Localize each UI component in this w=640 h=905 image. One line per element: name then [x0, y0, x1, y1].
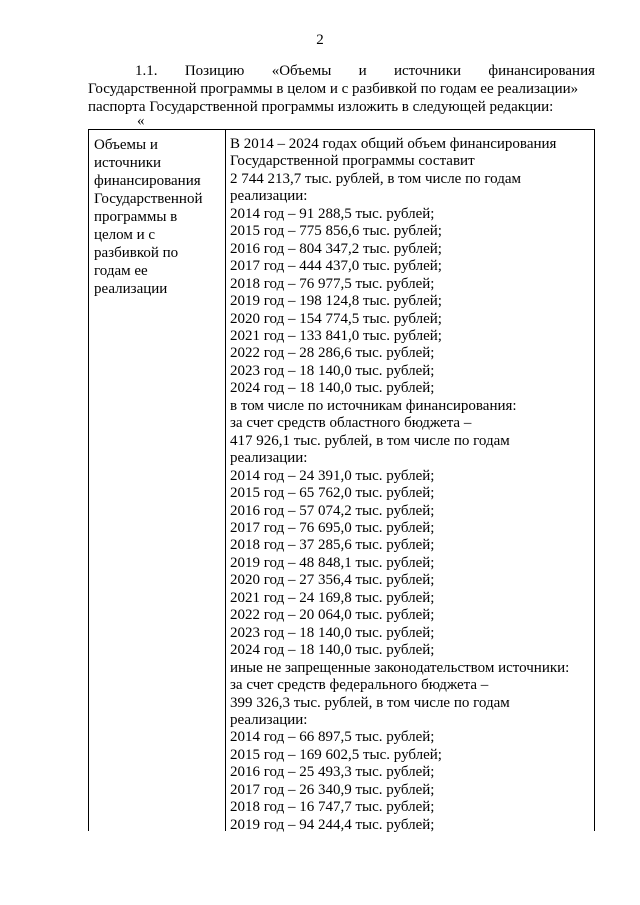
label-line: Объемы и	[94, 137, 158, 153]
value-line: 2018 год – 37 285,6 тыс. рублей;	[230, 537, 435, 554]
value-line: за счет средств федерального бюджета –	[230, 677, 489, 694]
value-line: 2014 год – 91 288,5 тыс. рублей;	[230, 205, 435, 222]
value-line: 2018 год – 76 977,5 тыс. рублей;	[230, 275, 435, 292]
label-line: программы в	[94, 209, 178, 225]
value-line: 2023 год – 18 140,0 тыс. рублей;	[230, 624, 435, 641]
financing-table	[88, 129, 595, 831]
intro-line-1: 1.1. Позицию «Объемы и источники финансирования	[135, 63, 595, 79]
value-line: 2015 год – 775 856,6 тыс. рублей;	[230, 223, 442, 240]
label-line: Государственной	[94, 191, 203, 207]
table-value-cell	[230, 136, 592, 834]
value-line: 2019 год – 94 244,4 тыс. рублей;	[230, 816, 435, 833]
value-line: 2024 год – 18 140,0 тыс. рублей;	[230, 380, 435, 397]
value-line: 2 744 213,7 тыс. рублей, в том числе по годам	[230, 170, 521, 187]
table-label-cell	[94, 136, 222, 298]
value-line: 2014 год – 66 897,5 тыс. рублей;	[230, 729, 435, 746]
value-line: 2019 год – 198 124,8 тыс. рублей;	[230, 293, 442, 310]
value-line: Государственной программы составит	[230, 153, 475, 170]
value-line: в том числе по источникам финансирования:	[230, 397, 517, 414]
value-line: 2014 год – 24 391,0 тыс. рублей;	[230, 467, 435, 484]
value-line: 2021 год – 24 169,8 тыс. рублей;	[230, 589, 435, 606]
label-line: целом и с	[94, 227, 156, 243]
opening-quote: «	[137, 113, 145, 129]
value-line: 2020 год – 154 774,5 тыс. рублей;	[230, 310, 442, 327]
column-divider	[225, 130, 226, 831]
intro-line-2: Государственной программы в целом и с разбивкой по годам ее реализации»	[88, 81, 579, 97]
intro-paragraph	[88, 62, 595, 116]
value-line: 2023 год – 18 140,0 тыс. рублей;	[230, 362, 435, 379]
value-line: за счет средств областного бюджета –	[230, 415, 472, 432]
value-line: 2018 год – 16 747,7 тыс. рублей;	[230, 799, 435, 816]
value-line: 2022 год – 20 064,0 тыс. рублей;	[230, 607, 435, 624]
value-line: 2021 год – 133 841,0 тыс. рублей;	[230, 327, 442, 344]
value-line: 2016 год – 804 347,2 тыс. рублей;	[230, 240, 442, 257]
label-line: финансирования	[94, 173, 201, 189]
label-line: источники	[94, 155, 162, 171]
value-line: 2019 год – 48 848,1 тыс. рублей;	[230, 554, 435, 571]
value-line: 2017 год – 444 437,0 тыс. рублей;	[230, 258, 442, 275]
value-line: 2022 год – 28 286,6 тыс. рублей;	[230, 345, 435, 362]
value-line: 2020 год – 27 356,4 тыс. рублей;	[230, 572, 435, 589]
value-line: 2016 год – 25 493,3 тыс. рублей;	[230, 764, 435, 781]
value-line: 2024 год – 18 140,0 тыс. рублей;	[230, 642, 435, 659]
value-line: реализации:	[230, 711, 308, 728]
value-line: 417 926,1 тыс. рублей, в том числе по годам	[230, 432, 510, 449]
value-line: 2017 год – 76 695,0 тыс. рублей;	[230, 519, 435, 536]
page-number: 2	[316, 32, 324, 48]
intro-line-3: паспорта Государственной программы изложить в следующей редакции:	[88, 99, 554, 115]
value-line: 2015 год – 65 762,0 тыс. рублей;	[230, 485, 435, 502]
value-line: иные не запрещенные законодательством источники:	[230, 659, 570, 676]
value-line: В 2014 – 2024 годах общий объем финансирования	[230, 136, 557, 152]
value-line: 2017 год – 26 340,9 тыс. рублей;	[230, 781, 435, 798]
value-line: 2016 год – 57 074,2 тыс. рублей;	[230, 502, 435, 519]
value-line: реализации:	[230, 188, 308, 205]
value-line: 399 326,3 тыс. рублей, в том числе по годам	[230, 694, 510, 711]
label-line: реализации	[94, 281, 168, 297]
label-line: разбивкой по	[94, 245, 179, 261]
label-line: годам ее	[94, 263, 148, 279]
value-line: 2015 год – 169 602,5 тыс. рублей;	[230, 746, 442, 763]
value-line: реализации:	[230, 450, 308, 467]
